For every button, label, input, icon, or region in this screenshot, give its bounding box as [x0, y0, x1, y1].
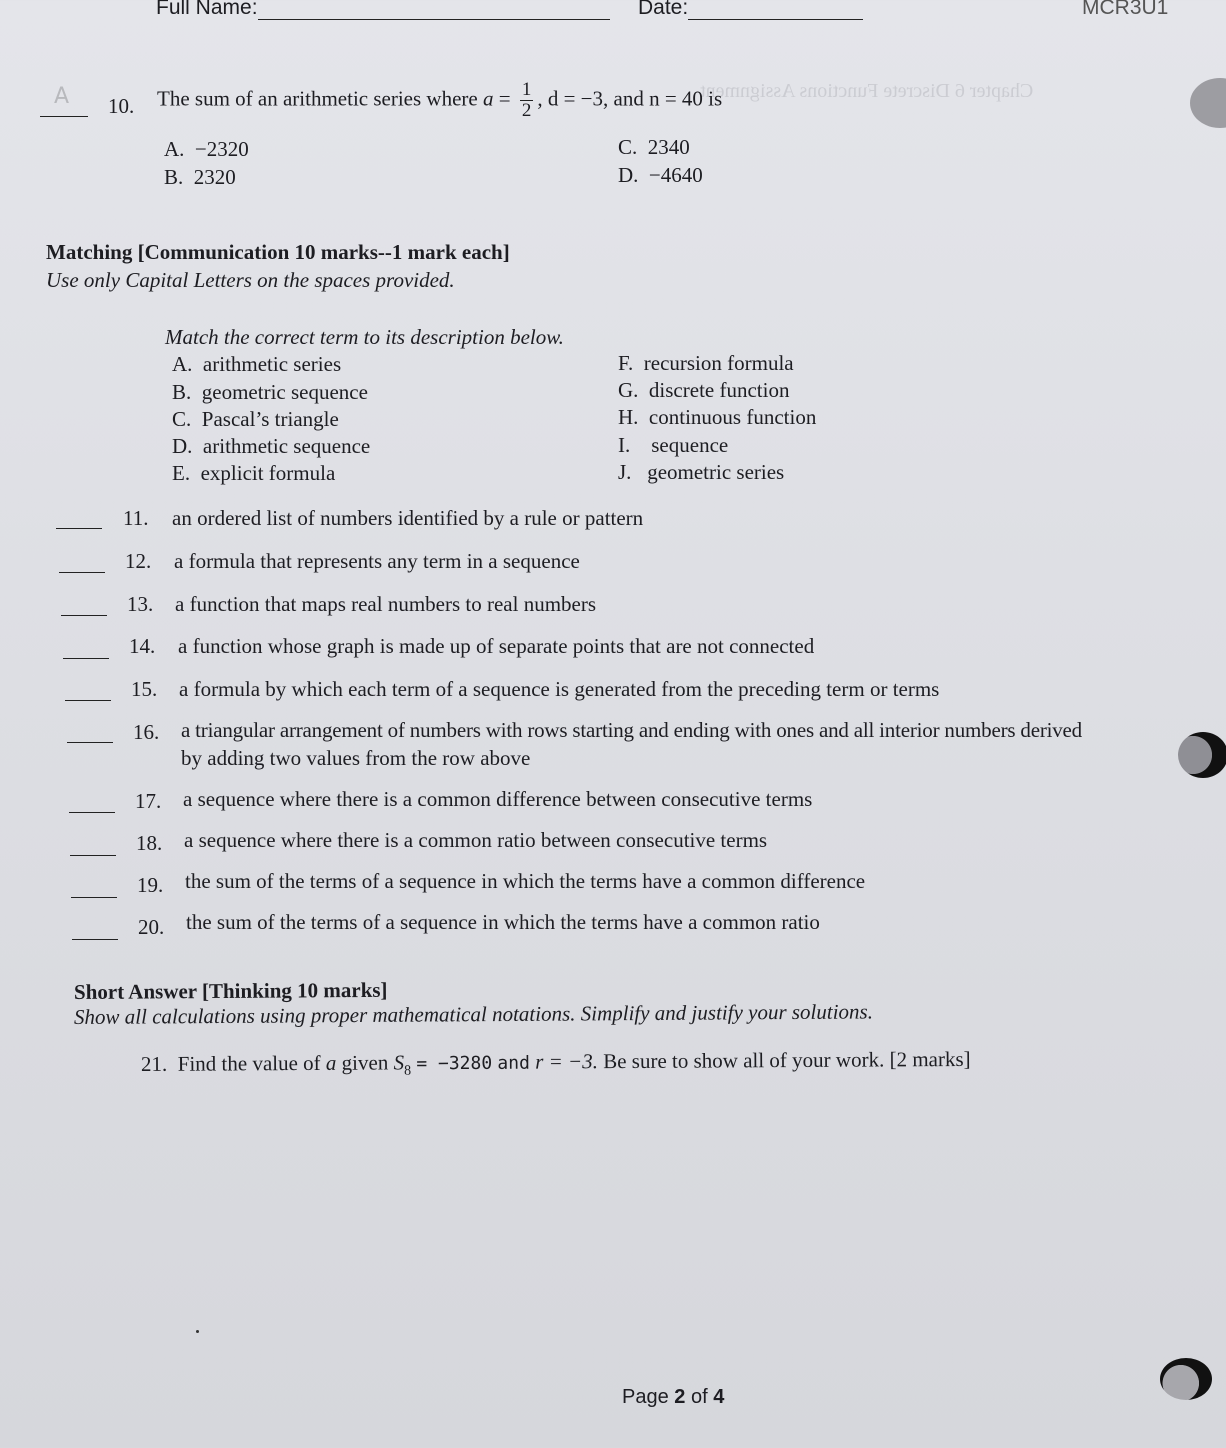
q21-and: and: [497, 1052, 530, 1074]
q10-option-d: [618, 163, 703, 188]
q10-frac-num: 1: [521, 79, 532, 100]
full-name-label: Full Name:: [156, 0, 258, 19]
term-letter: B.: [172, 380, 192, 404]
q14-number: 14.: [129, 634, 156, 658]
term-letter: C.: [172, 407, 192, 431]
term-text: discrete function: [648, 378, 790, 402]
q15-number: 15.: [131, 677, 158, 701]
q10-answer: A: [54, 84, 70, 109]
q21-sum: S: [393, 1050, 405, 1075]
bleed-through-text: Chapter 6 Discrete Functions Assignment: [700, 80, 1034, 102]
date-line[interactable]: [688, 0, 863, 20]
option-letter: B.: [164, 165, 184, 189]
term-text: explicit formula: [200, 461, 336, 485]
full-name-line[interactable]: [258, 0, 610, 20]
q21-number: 21.: [140, 1051, 168, 1076]
q13-text: a function that maps real numbers to real numbers: [175, 592, 597, 616]
q11-text: an ordered list of numbers identified by a rule or pattern: [172, 506, 644, 530]
page-number: 2: [674, 1386, 686, 1408]
q19-number: 19.: [137, 873, 164, 897]
option-value: −2320: [194, 137, 249, 161]
q21-text-1: Find the value of: [177, 1050, 321, 1076]
q12-text: a formula that represents any term in a sequence: [174, 549, 580, 573]
q16-text-line2: by adding two values from the row above: [181, 746, 531, 770]
q17-answer-blank[interactable]: [69, 812, 115, 813]
q12-number: 12.: [125, 549, 152, 573]
q20-number: 20.: [138, 915, 165, 939]
q13-number: 13.: [127, 592, 154, 616]
q15-answer-blank[interactable]: [65, 700, 111, 701]
punch-hole-top: [1190, 78, 1226, 128]
q19-text: the sum of the terms of a sequence in which the terms have a common difference: [185, 869, 866, 893]
q11-number: 11.: [123, 506, 149, 530]
page-total: 4: [713, 1386, 725, 1408]
q11-answer-blank[interactable]: [56, 528, 102, 529]
q21: [141, 1047, 971, 1081]
term-letter: E.: [172, 461, 191, 485]
term-b: [172, 380, 368, 405]
term-text: arithmetic sequence: [202, 434, 371, 458]
q21-var-a: a: [325, 1050, 337, 1075]
term-letter: A.: [172, 352, 193, 376]
term-text: sequence: [651, 433, 729, 457]
term-j: [618, 460, 784, 485]
term-letter: F.: [618, 351, 634, 375]
q18-number: 18.: [136, 831, 163, 855]
option-letter: D.: [618, 163, 639, 187]
q19-answer-blank[interactable]: [71, 897, 117, 898]
term-letter: J.: [618, 460, 632, 484]
option-value: 2320: [193, 165, 236, 189]
term-letter: H.: [618, 405, 639, 429]
term-text: Pascal’s triangle: [201, 407, 339, 431]
punch-hole-bottom: [1160, 1358, 1212, 1400]
option-letter: C.: [618, 135, 638, 159]
q10-text-before: The sum of an arithmetic series where: [157, 86, 478, 111]
term-text: continuous function: [648, 405, 817, 429]
q16-text: a triangular arrangement of numbers with rows starting and ending with ones and all interior numbers derived: [181, 718, 1082, 742]
term-i: [618, 433, 728, 458]
q10-option-c: [618, 135, 690, 160]
q10-fraction: [520, 80, 534, 121]
q20-answer-blank[interactable]: [72, 939, 118, 940]
of-word: of: [690, 1386, 708, 1408]
option-value: −4640: [648, 163, 703, 187]
q17-text: a sequence where there is a common difference between consecutive terms: [183, 787, 813, 811]
q10-number: 10.: [108, 94, 135, 118]
term-a: [172, 352, 341, 377]
punch-hole-middle: [1178, 732, 1226, 778]
q21-text-3: Be sure to show all of your work. [2 marks]: [603, 1046, 971, 1074]
stray-dot: [196, 1330, 199, 1333]
q18-answer-blank[interactable]: [70, 855, 116, 856]
matching-instruction: Use only Capital Letters on the spaces provided.: [46, 268, 455, 292]
term-f: [618, 351, 794, 376]
term-text: geometric sequence: [201, 380, 368, 404]
term-text: recursion formula: [643, 351, 794, 375]
q14-answer-blank[interactable]: [63, 658, 109, 659]
short-answer-title: Short Answer [Thinking 10 marks]: [73, 977, 388, 1004]
q16-number: 16.: [133, 720, 160, 744]
q15-text: a formula by which each term of a sequence is generated from the preceding term or terms: [179, 677, 940, 701]
date-label: Date:: [638, 0, 689, 19]
q10-var-a: a: [482, 86, 494, 111]
short-answer-instruction: Show all calculations using proper mathematical notations. Simplify and justify your solutions.: [73, 999, 874, 1029]
term-d: [172, 434, 370, 459]
term-letter: G.: [618, 378, 639, 402]
matching-title: Matching [Communication 10 marks--1 mark each]: [46, 240, 510, 264]
q21-r: r = −3.: [535, 1049, 598, 1074]
term-h: [618, 405, 816, 430]
q12-answer-blank[interactable]: [59, 572, 105, 573]
date-field: [638, 0, 863, 20]
q20-text: the sum of the terms of a sequence in which the terms have a common ratio: [186, 910, 820, 934]
page-word: Page: [622, 1386, 669, 1408]
q13-answer-blank[interactable]: [61, 615, 107, 616]
term-letter: I.: [618, 433, 631, 457]
q10-option-a: [164, 137, 249, 162]
q16-answer-blank[interactable]: [67, 742, 113, 743]
q10-stem: The sum of an arithmetic series where a = $\frac{1}{2}$ , d = −3, and n = 40 is: [157, 79, 723, 121]
matching-prompt: Match the correct term to its description below.: [165, 325, 564, 349]
term-letter: D.: [172, 434, 193, 458]
full-name-field: [156, 0, 610, 20]
q21-sub: 8: [404, 1063, 412, 1079]
q14-text: a function whose graph is made up of separate points that are not connected: [178, 634, 815, 658]
q18-text: a sequence where there is a common ratio between consecutive terms: [184, 828, 768, 852]
q17-number: 17.: [135, 789, 162, 813]
term-text: geometric series: [647, 460, 785, 484]
option-letter: A.: [164, 137, 185, 161]
term-c: [172, 407, 339, 432]
term-e: [172, 461, 335, 486]
q10-answer-blank[interactable]: [40, 116, 88, 117]
q21-text-2: given: [341, 1050, 389, 1075]
q10-text-after: , d = −3, and n = 40 is: [537, 86, 723, 111]
page-footer: [622, 1386, 724, 1409]
term-text: arithmetic series: [202, 352, 342, 376]
course-code: MCR3U1: [1082, 0, 1169, 19]
term-g: [618, 378, 789, 403]
q10-option-b: [164, 165, 236, 190]
q21-eq: = −3280: [416, 1052, 493, 1075]
q10-frac-den: 2: [521, 100, 532, 121]
option-value: 2340: [647, 135, 690, 159]
